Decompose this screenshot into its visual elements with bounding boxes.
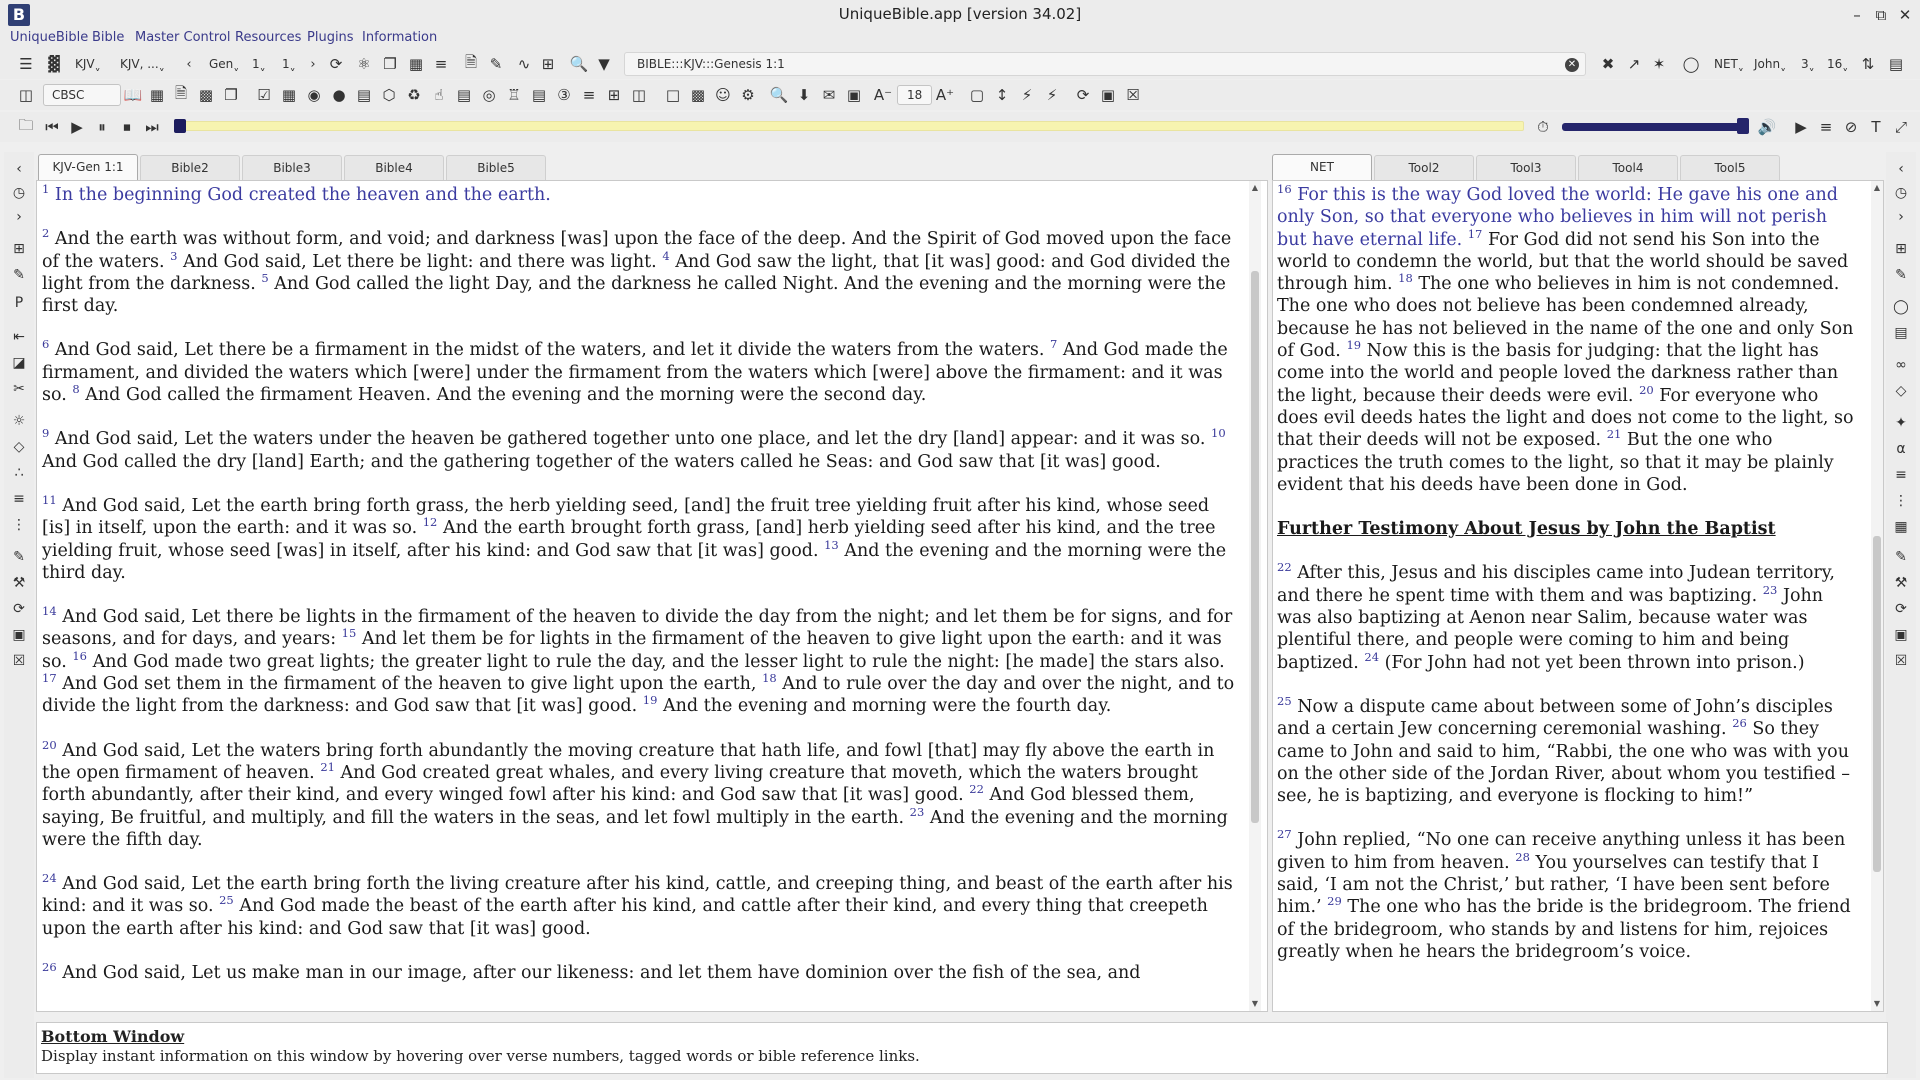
verse-text: And God called the light Day, and the darkness he called Night. And the evening and the morning were the first day. xyxy=(42,273,1226,317)
location-icon[interactable]: ◉ xyxy=(307,86,321,104)
study-edit-icon[interactable]: ✎ xyxy=(1895,267,1907,283)
study-forward-icon[interactable]: › xyxy=(1898,209,1904,225)
tab-tool3[interactable]: Tool3 xyxy=(1476,155,1576,180)
verse-paragraph xyxy=(42,962,1237,984)
verse-number[interactable]: 16 xyxy=(72,648,87,663)
text-icon[interactable]: T xyxy=(1871,118,1881,136)
compare-icon[interactable]: ≡ xyxy=(434,55,448,73)
verse-number[interactable]: 10 xyxy=(1211,426,1226,441)
study-paragraph xyxy=(1277,829,1859,963)
nodes-icon[interactable]: ∴ xyxy=(14,465,24,481)
number-three-icon[interactable]: ③ xyxy=(557,86,571,104)
verse-number[interactable]: 26 xyxy=(42,960,57,975)
copy-icon[interactable]: ❐ xyxy=(383,55,397,73)
bar-chart-icon[interactable]: ▓ xyxy=(48,55,60,73)
briefcase-icon[interactable]: ▣ xyxy=(846,86,862,104)
tree-icon[interactable]: ∿ xyxy=(517,55,531,73)
commentary-selector[interactable]: CBSC xyxy=(43,84,121,106)
tab-bible4[interactable]: Bible4 xyxy=(344,155,444,180)
verse-number[interactable]: 1 xyxy=(42,182,50,197)
align-icon[interactable]: ⋮ xyxy=(12,517,26,533)
dots-icon[interactable]: ⋮ xyxy=(1894,493,1908,509)
rows-icon[interactable]: ≡ xyxy=(13,491,25,507)
verse-number[interactable]: 23 xyxy=(1762,582,1778,597)
dictionary-icon[interactable]: ▤ xyxy=(456,86,472,104)
verse-text: And God said, Let the earth bring forth grass, the herb yielding seed, [and] the fruit tree yielding fruit after his kind, whose seed [is] in itself, upon the earth: and it was so. xyxy=(42,495,1210,539)
verse-text: And God said, Let there be lights in the firmament of the heaven to divide the day from the night; and let them be for signs, and for seasons, and for days, and years: xyxy=(42,607,1233,650)
new-document-icon[interactable]: 🗎 xyxy=(464,52,478,71)
verse-text: And the earth was without form, and void; and darkness [was] upon the face of the deep. And the Spirit of God moved upon the face of the waters. xyxy=(42,229,1232,272)
verse-paragraph xyxy=(42,339,1237,406)
minimize-icon[interactable]: – xyxy=(1853,6,1861,24)
parallel-columns-icon[interactable]: ▦ xyxy=(408,55,424,73)
study-chapter-selector[interactable]: 3ˬ xyxy=(1801,57,1815,71)
list-icon[interactable]: ≡ xyxy=(582,86,596,104)
pen-icon[interactable]: ✎ xyxy=(13,549,25,565)
verse-number[interactable]: 28 xyxy=(1515,849,1530,864)
bible-tab-bar xyxy=(36,152,1268,182)
verse-number[interactable]: 17 xyxy=(42,671,57,686)
speed-icon[interactable]: ⏱ xyxy=(1537,118,1549,136)
close-left-icon[interactable]: ☒ xyxy=(12,653,26,669)
translate-icon[interactable]: α xyxy=(1896,441,1906,457)
study-scroll-up-icon[interactable]: ▲ xyxy=(1873,183,1881,192)
verse-number[interactable]: 17 xyxy=(1467,226,1483,241)
lamp-icon[interactable]: ◯ xyxy=(1893,299,1909,315)
add-chart-icon[interactable]: ⊞ xyxy=(607,86,621,104)
study-screen-icon[interactable]: ▣ xyxy=(1894,627,1908,643)
verse-number[interactable]: 11 xyxy=(42,493,57,508)
study-book-selector[interactable]: Johnˬ xyxy=(1754,57,1787,71)
globe-icon[interactable]: ◎ xyxy=(482,86,496,104)
swap-icon[interactable]: ⇅ xyxy=(1861,55,1875,73)
open-external-icon[interactable]: ↗ xyxy=(1627,55,1641,73)
study-verse-text: Now a dispute came about between some of John’s disciples and a certain Jew concerning ceremonial washing. xyxy=(1277,696,1833,740)
layout-icon[interactable]: ◫ xyxy=(631,86,647,104)
people-icon[interactable]: ● xyxy=(332,86,346,104)
verse-paragraph xyxy=(42,737,1237,851)
menu-master-control[interactable]: Master Control xyxy=(135,30,231,45)
book-selector[interactable]: Genˬ xyxy=(209,57,240,71)
bible-scrollbar[interactable] xyxy=(1249,181,1261,1011)
study-refresh-icon[interactable]: ⟳ xyxy=(1895,601,1907,617)
verse-text: And God called the firmament Heaven. And the evening and the morning were the second day. xyxy=(85,385,927,406)
toggle-window-icon[interactable]: ▢ xyxy=(969,86,985,104)
study-paragraph xyxy=(1277,696,1859,807)
collapse-right-icon[interactable]: ‹ xyxy=(1898,161,1904,177)
verse-number[interactable]: 26 xyxy=(1732,716,1747,731)
pause-icon[interactable]: ⏸ xyxy=(98,118,106,136)
edit-document-icon[interactable]: ✎ xyxy=(489,55,503,73)
cube-icon[interactable]: ⬡ xyxy=(382,86,396,104)
study-verse-text: John replied, “No one can receive anything unless it has been given to him from heaven. xyxy=(1277,830,1846,873)
folder-icon[interactable]: 🗀 xyxy=(18,115,34,134)
settings-sliders-icon[interactable]: ☰ xyxy=(19,55,33,73)
verse-paragraph xyxy=(42,495,1237,584)
quick-flash-icon[interactable]: ⚡ xyxy=(1021,86,1033,104)
verse-text: And let them be for lights in the firmament of the heaven to give light upon the earth: and it was so. xyxy=(42,629,1222,672)
tab-kjv-gen[interactable]: KJV-Gen 1:1 xyxy=(38,154,138,181)
verse-selector[interactable]: 1ˬ xyxy=(282,57,296,71)
spellcheck-icon[interactable]: ▩ xyxy=(690,86,706,104)
verse-number[interactable]: 18 xyxy=(762,671,777,686)
verse-paragraph xyxy=(42,428,1237,473)
notes-list-icon[interactable]: ▤ xyxy=(1894,325,1908,341)
volume-slider[interactable] xyxy=(1562,123,1747,131)
skip-forward-icon[interactable]: ⏭ xyxy=(145,118,159,136)
verse-number[interactable]: 6 xyxy=(42,337,50,352)
study-paragraph xyxy=(1277,562,1859,673)
study-verse-text: So they came to John and said to him, “Rabbi, the one who was with you on the other side of the Jordan River, about whom you testified – see, he is baptizing, and everyone is flocking to him!” xyxy=(1277,719,1850,807)
bible-window xyxy=(36,180,1268,1012)
increase-font-icon[interactable]: A⁺ xyxy=(935,86,955,104)
tab-bible5[interactable]: Bible5 xyxy=(446,155,546,180)
verse-text: And the evening and the morning were the fifth day. xyxy=(42,807,1228,850)
video-icon[interactable]: ▶ xyxy=(1795,118,1807,136)
theme-toggle-icon[interactable]: ◪ xyxy=(12,355,26,371)
verse-text: And the evening and morning were the fourth day. xyxy=(662,696,1112,717)
verse-paragraph xyxy=(42,606,1237,717)
title-bar xyxy=(0,0,1920,29)
verse-number[interactable]: 25 xyxy=(219,893,234,908)
add-window-icon[interactable]: ⊞ xyxy=(13,241,25,257)
verse-text: In the beginning God created the heaven and the earth. xyxy=(54,185,551,205)
add-note-icon[interactable]: ⊞ xyxy=(541,55,555,73)
study-verse-text: John was also baptizing at Aenon near Salim, because water was plentiful there, and people were coming to him and being baptized. xyxy=(1277,585,1824,673)
select-icon[interactable]: □ xyxy=(665,86,681,104)
download-icon[interactable]: ⬇ xyxy=(797,86,811,104)
archive-icon[interactable]: ▤ xyxy=(531,86,547,104)
tools-icon[interactable]: ⚒ xyxy=(12,575,26,591)
tab-tool5[interactable]: Tool5 xyxy=(1680,155,1780,180)
verse-number[interactable]: 9 xyxy=(42,426,50,441)
bottom-window-description: Display instant information on this window by hovering over verse numbers, tagged words or bible reference links. xyxy=(41,1047,920,1065)
study-verse-text: You yourselves can testify that I said, ‘I am not the Christ,’ but rather, ‘I have been sent before him.’ xyxy=(1277,852,1830,918)
filter-icon[interactable]: ▼ xyxy=(598,55,610,73)
verse-number[interactable]: 3 xyxy=(170,248,178,263)
verse-text: And God set them in the firmament of the heaven to give light upon the earth, xyxy=(62,674,757,695)
right-side-toolbar xyxy=(1886,152,1916,1078)
playback-progress-bar[interactable] xyxy=(174,121,1524,131)
menu-uniquebible[interactable]: UniqueBible xyxy=(10,30,89,45)
network-icon[interactable]: ♻ xyxy=(407,86,421,104)
lyrics-icon[interactable]: ≡ xyxy=(1819,118,1833,136)
tab-bible3[interactable]: Bible3 xyxy=(242,155,342,180)
verse-text: And God said, Let us make man in our image, after our likeness: and let them have dominion over the fish of the sea, and xyxy=(62,963,1141,984)
secondary-toolbar xyxy=(0,80,1920,110)
study-verse-text: The one who believes in him is not condemned. The one who does not believe has been condemned already, because he has not believed in the name of the one and only Son of God. xyxy=(1277,274,1854,362)
verse-number[interactable]: 20 xyxy=(1639,382,1654,397)
library-icon[interactable]: ◫ xyxy=(18,86,34,104)
tab-tool4[interactable]: Tool4 xyxy=(1578,155,1678,180)
verse-text: And God said, Let the waters bring forth abundantly the moving creature that hath life, and fowl [that] may fly above the earth in the open firmament of heaven. xyxy=(42,740,1215,783)
study-tools-icon[interactable]: ⚒ xyxy=(1894,575,1908,591)
layers-icon[interactable]: ◇ xyxy=(13,439,25,455)
verse-text: And God created great whales, and every living creature that moveth, which the waters brought forth abundantly, after their kind, and every winged fowl after his kind: and God saw that [it was] good. xyxy=(42,762,1198,806)
lightning-icon[interactable]: ⚡ xyxy=(1046,86,1058,104)
study-verse-text: For this is the way God loved the world: He gave his one and only Son, so that everyone who believes in him will not perish but have eternal life. xyxy=(1277,185,1838,250)
bible-selector[interactable]: KJVˬ xyxy=(75,57,101,71)
verse-number[interactable]: 21 xyxy=(1606,427,1622,442)
collapse-left-icon[interactable]: ‹ xyxy=(16,161,22,177)
study-tab-bar xyxy=(1270,152,1882,182)
documents-icon[interactable]: ❐ xyxy=(224,86,238,104)
study-verse-text: Now this is the basis for judging: that the light has come into the world and people loved the darkness rather than the light, because their deeds were evil. xyxy=(1277,341,1839,406)
document-icon[interactable]: 🗎 xyxy=(174,83,188,102)
app-logo-icon: B xyxy=(8,4,30,26)
close-icon[interactable]: ✕ xyxy=(1898,6,1912,24)
study-window xyxy=(1272,180,1884,1012)
playback-progress-handle[interactable] xyxy=(174,119,186,133)
study-scrollbar[interactable] xyxy=(1871,181,1883,1011)
align-right-icon[interactable]: ≡ xyxy=(1895,467,1907,483)
verse-number[interactable]: 27 xyxy=(1277,827,1292,842)
menu-toggle-icon[interactable]: ▤ xyxy=(1888,55,1904,73)
screen-icon[interactable]: ▣ xyxy=(12,627,26,643)
parallel-mode-icon[interactable]: P xyxy=(14,295,24,311)
checklist-icon[interactable]: ☑ xyxy=(257,86,271,104)
verse-number[interactable]: 23 xyxy=(909,804,925,819)
share-icon[interactable]: ✶ xyxy=(1652,55,1666,73)
cut-icon[interactable]: ✂ xyxy=(13,381,25,397)
resize-vertical-icon[interactable]: ↕ xyxy=(995,86,1009,104)
book-open-icon[interactable]: 📖 xyxy=(123,86,143,104)
stop-icon[interactable]: ⏹ xyxy=(123,118,131,136)
verse-text: And God said, Let there be light: and there was light. xyxy=(183,251,657,272)
search-icon[interactable]: 🔍 xyxy=(569,55,589,73)
grid-icon[interactable]: ▦ xyxy=(1894,519,1908,535)
verse-number[interactable]: 22 xyxy=(969,782,984,797)
bookmark-book-icon[interactable]: ▦ xyxy=(149,86,165,104)
verse-number[interactable]: 29 xyxy=(1327,894,1342,909)
verse-number[interactable]: 4 xyxy=(662,248,670,263)
verse-text: And God said, Let there be a firmament in the midst of the waters, and let it divide the waters from the waters. xyxy=(54,340,1045,361)
sync-icon[interactable]: ⟳ xyxy=(329,55,343,73)
verse-number[interactable]: 21 xyxy=(320,760,335,775)
study-bible-selector[interactable]: NETˬ xyxy=(1714,57,1744,71)
study-verse-text: (For John had not yet been thrown into prison.) xyxy=(1384,652,1805,673)
tab-tool2[interactable]: Tool2 xyxy=(1374,155,1474,180)
verse-number[interactable]: 14 xyxy=(42,604,57,619)
scroll-up-icon[interactable]: ▲ xyxy=(1251,183,1259,192)
study-history-icon[interactable]: ◷ xyxy=(1894,185,1908,201)
verse-number[interactable]: 24 xyxy=(1364,649,1380,664)
previous-chapter-icon[interactable]: ‹ xyxy=(186,56,192,72)
verse-text: And God called the dry [land] Earth; and the gathering together of the waters called he Seas: and God saw that [it was] good. xyxy=(42,451,1161,472)
left-side-toolbar xyxy=(4,152,34,1078)
cross-reference-icon[interactable]: ⚛ xyxy=(357,55,371,73)
study-paragraph xyxy=(1277,184,1859,496)
verse-number[interactable]: 16 xyxy=(1277,182,1292,197)
verse-paragraph xyxy=(42,873,1237,940)
gem-icon[interactable]: ◇ xyxy=(1895,383,1907,399)
font-size-field[interactable]: 18 xyxy=(897,85,932,105)
section-heading: Further Testimony About Jesus by John the Baptist xyxy=(1277,519,1776,540)
contact-icon[interactable]: ☺ xyxy=(715,86,731,104)
study-scroll-thumb[interactable] xyxy=(1873,536,1881,872)
parallel-bible-selector[interactable]: KJV, ...ˬ xyxy=(120,57,165,71)
menu-resources[interactable]: Resources xyxy=(235,30,302,45)
bottom-window xyxy=(36,1022,1888,1074)
building-icon[interactable]: ♖ xyxy=(507,86,521,104)
verse-number[interactable]: 20 xyxy=(42,737,57,752)
verse-paragraph xyxy=(42,184,1237,206)
verse-text: And God said, Let the earth bring forth the living creature after his kind, cattle, and creeping thing, and beast of the earth after his kind: and it was so. xyxy=(42,874,1233,917)
menu-information[interactable]: Information xyxy=(362,30,438,45)
verse-number[interactable]: 12 xyxy=(422,515,438,530)
bible-text xyxy=(42,184,1237,1006)
reload-icon[interactable]: ⟳ xyxy=(1076,86,1090,104)
study-scroll-down-icon[interactable]: ▼ xyxy=(1873,999,1881,1008)
sun-icon[interactable]: ☼ xyxy=(12,413,26,429)
chapter-selector[interactable]: 1ˬ xyxy=(252,57,266,71)
tab-bible2[interactable]: Bible2 xyxy=(140,155,240,180)
volume-handle[interactable] xyxy=(1737,118,1749,134)
bottom-window-title: Bottom Window xyxy=(41,1027,185,1046)
notes-icon[interactable]: ▤ xyxy=(356,86,372,104)
menu-bible[interactable]: Bible xyxy=(92,30,125,45)
forward-icon[interactable]: › xyxy=(16,209,22,225)
reference-input[interactable]: BIBLE:::KJV:::Genesis 1:1 xyxy=(624,52,1586,76)
maximize-icon[interactable]: ⧉ xyxy=(1875,6,1887,24)
clear-reference-icon[interactable]: ✕ xyxy=(1565,58,1579,72)
toggle-icon[interactable]: ◯ xyxy=(1682,55,1700,73)
verse-text: And God made the beast of the earth after his kind, and cattle after their kind, and every thing that creepeth upon the earth after his kind: and God saw that [it was] good. xyxy=(42,896,1208,939)
verse-number[interactable]: 25 xyxy=(1277,694,1292,709)
no-audio-icon[interactable]: ⊘ xyxy=(1844,118,1858,136)
next-chapter-icon[interactable]: › xyxy=(310,56,316,72)
verse-number[interactable]: 7 xyxy=(1050,337,1058,352)
web-search-icon[interactable]: 🔍 xyxy=(769,86,789,104)
verse-number[interactable]: 15 xyxy=(341,626,357,641)
study-add-icon[interactable]: ⊞ xyxy=(1895,241,1907,257)
close-panel-icon[interactable]: ☒ xyxy=(1126,86,1140,104)
menu-bar xyxy=(0,29,1920,49)
verse-number[interactable]: 5 xyxy=(261,271,269,286)
verse-text: And God made the firmament, and divided the waters which [were] under the firmament from the waters which [were] above the firmament: and it was so. xyxy=(42,340,1228,406)
study-verse-text: For God did not send his Son into the world to condemn the world, but that the world should be saved through him. xyxy=(1277,229,1849,295)
fullscreen-icon[interactable]: ▣ xyxy=(1100,86,1116,104)
play-icon[interactable]: ▶ xyxy=(71,118,83,136)
pdf-icon[interactable]: ▩ xyxy=(198,86,214,104)
decrease-font-icon[interactable]: A⁻ xyxy=(873,86,893,104)
verse-text: And God made two great lights; the greater light to rule the day, and the lesser light to rule the night: [he made] the stars also. xyxy=(92,651,1225,672)
study-verse-text: For everyone who does evil deeds hates the light and does not come to the light, so that their deeds will not be exposed. xyxy=(1277,385,1854,451)
study-text xyxy=(1277,184,1859,985)
verse-number[interactable]: 22 xyxy=(1277,560,1292,575)
bible-scroll-thumb[interactable] xyxy=(1251,271,1259,823)
calendar-icon[interactable]: ▦ xyxy=(281,86,297,104)
verse-text: And the evening and the morning were the third day. xyxy=(42,540,1227,583)
refresh-icon[interactable]: ⟳ xyxy=(13,601,25,617)
edit-window-icon[interactable]: ✎ xyxy=(13,267,25,283)
expand-icon[interactable]: ⤢ xyxy=(1894,118,1907,136)
verse-text: And to rule over the day and over the night, and to divide the light from the darkness: and God saw that [it was] good. xyxy=(42,674,1235,717)
cancel-sync-icon[interactable]: ✖ xyxy=(1601,55,1615,73)
skip-back-icon[interactable]: ⏮ xyxy=(45,118,59,136)
scroll-down-icon[interactable]: ▼ xyxy=(1251,999,1259,1008)
study-verse-text: The one who has the bride is the bridegroom. The friend of the bridegroom, who stands by and listens for him, rejoices greatly when he hears the bridegroom’s voice. xyxy=(1277,897,1851,962)
verse-number[interactable]: 24 xyxy=(42,871,57,886)
link-icon[interactable]: ∞ xyxy=(1895,357,1907,373)
thumbs-up-icon[interactable]: ☝ xyxy=(434,86,444,104)
robot-icon[interactable]: ⚙ xyxy=(741,86,755,104)
volume-icon[interactable]: 🔊 xyxy=(1757,118,1777,136)
sparkle-icon[interactable]: ✦ xyxy=(1895,415,1907,431)
close-right-icon[interactable]: ☒ xyxy=(1894,653,1908,669)
dock-left-icon[interactable]: ⇤ xyxy=(13,329,25,345)
study-verse-text: After this, Jesus and his disciples came into Judean territory, and there he spent time with them and was baptizing. xyxy=(1277,563,1835,606)
study-pen-icon[interactable]: ✎ xyxy=(1895,549,1907,565)
verse-number[interactable]: 2 xyxy=(42,226,50,241)
verse-text: And God saw the light, that [it was] good: and God divided the light from the darkness. xyxy=(42,251,1231,294)
verse-number[interactable]: 8 xyxy=(72,382,80,397)
verse-number[interactable]: 18 xyxy=(1398,271,1413,286)
study-verse-text: But the one who practices the truth comes to the light, so that it may be plainly evident that his deeds have been done in God. xyxy=(1277,430,1834,495)
verse-paragraph xyxy=(42,228,1237,317)
verse-number[interactable]: 13 xyxy=(824,537,839,552)
window-title: UniqueBible.app [version 34.02] xyxy=(838,5,1082,23)
mail-icon[interactable]: ✉ xyxy=(822,86,836,104)
verse-text: And God blessed them, saying, Be fruitful, and multiply, and fill the waters in the seas, and let fowl multiply in the earth. xyxy=(42,785,1195,828)
main-toolbar xyxy=(0,49,1920,79)
verse-number[interactable]: 19 xyxy=(642,693,658,708)
verse-number[interactable]: 19 xyxy=(1346,338,1362,353)
tab-net[interactable]: NET xyxy=(1272,154,1372,181)
verse-text: And God said, Let the waters under the heaven be gathered together unto one place, and let the dry [land] appear: and it was so. xyxy=(54,429,1206,450)
verse-text: And the earth brought forth grass, [and] herb yielding seed after his kind, and the tree yielding fruit, whose seed [was] in itself, after his kind: and God saw that [it was] good. xyxy=(42,518,1216,561)
study-verse-selector[interactable]: 16ˬ xyxy=(1827,57,1849,71)
menu-plugins[interactable]: Plugins xyxy=(307,30,354,45)
history-icon[interactable]: ◷ xyxy=(12,185,26,201)
